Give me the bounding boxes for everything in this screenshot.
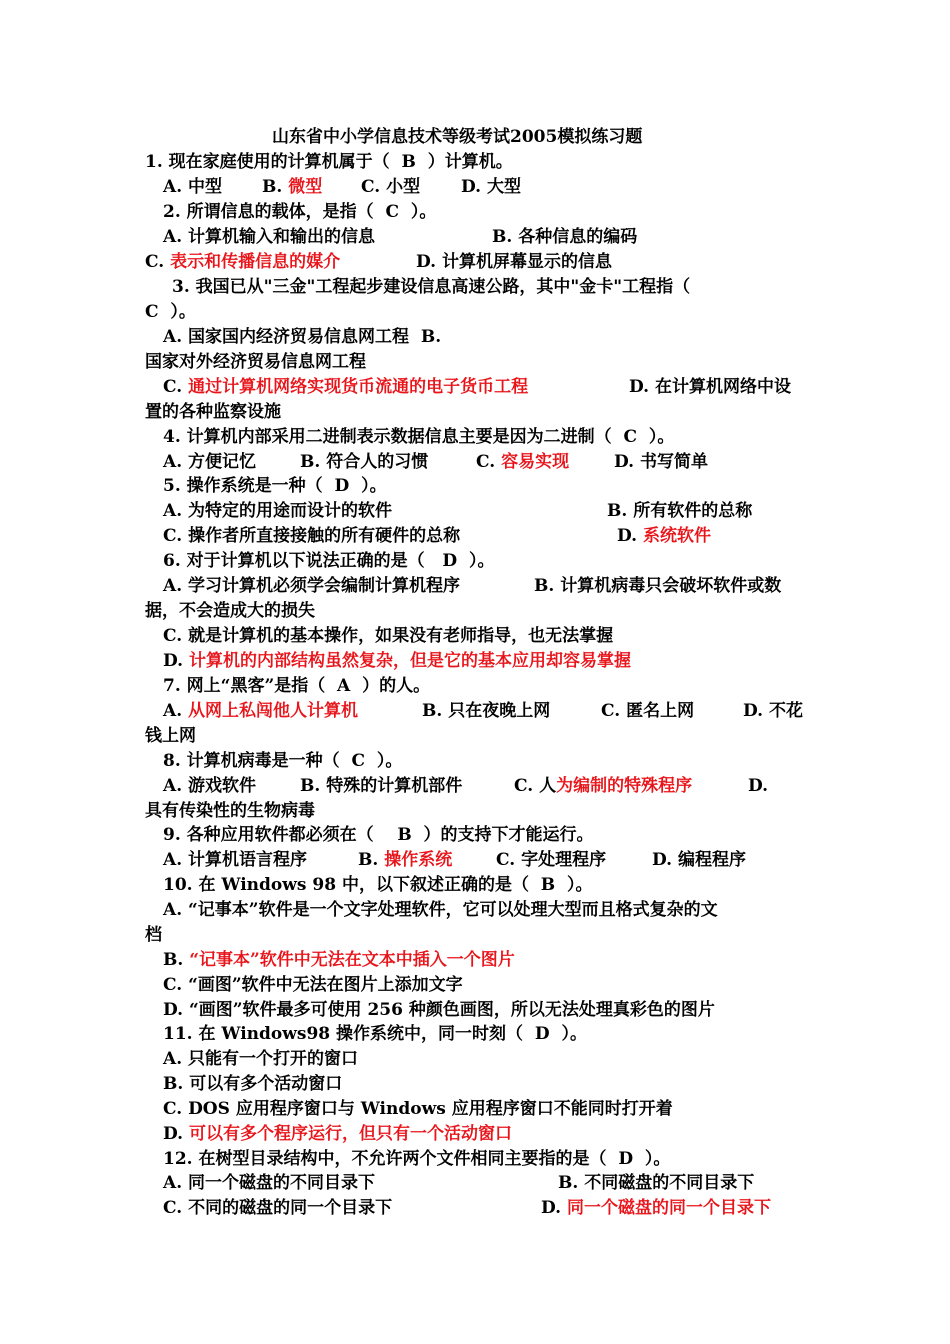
q10-option-a: A. “记事本”软件是一个文字处理软件，它可以处理大型而且格式复杂的文 (163, 900, 718, 920)
q11-option-b: B. 可以有多个活动窗口 (163, 1074, 343, 1094)
q10-stem: 10. 在 Windows 98 中，以下叙述正确的是（ B ）。 (163, 875, 593, 895)
q5-option-d: D. 系统软件 (617, 526, 711, 546)
q8-option-d: D. (748, 776, 769, 796)
q4-stem: 4. 计算机内部采用二进制表示数据信息主要是因为二进制（ C ）。 (163, 427, 675, 447)
q6-option-a: A. 学习计算机必须学会编制计算机程序 (163, 576, 461, 596)
q5-option-a: A. 为特定的用途而设计的软件 (163, 501, 393, 521)
q6-option-b-cont: 据，不会造成大的损失 (145, 601, 315, 621)
q7-option-b: B. 只在夜晚上网 (422, 701, 551, 721)
q10-option-c: C. “画图”软件中无法在图片上添加文字 (163, 975, 463, 995)
q1-option-a: A. 中型 (163, 177, 223, 197)
q1-option-c: C. 小型 (361, 177, 421, 197)
q12-option-b: B. 不同磁盘的不同目录下 (558, 1173, 755, 1193)
q2-option-c: C. 表示和传播信息的媒介 (145, 252, 341, 272)
q2-stem: 2. 所谓信息的载体，是指（ C ）。 (163, 202, 437, 222)
q6-option-d: D. 计算机的内部结构虽然复杂，但是它的基本应用却容易掌握 (163, 651, 631, 671)
q11-option-c: C. DOS 应用程序窗口与 Windows 应用程序窗口不能同时打开着 (163, 1099, 673, 1119)
q9-option-a: A. 计算机语言程序 (163, 850, 308, 870)
q7-option-d-cont: 钱上网 (145, 726, 196, 746)
q6-option-c: C. 就是计算机的基本操作，如果没有老师指导，也无法掌握 (163, 626, 614, 646)
q4-answer: 容易实现 (501, 452, 570, 472)
page-title: 山东省中小学信息技术等级考试2005模拟练习题 (272, 127, 643, 147)
q10-answer: “记事本”软件中无法在文本中插入一个图片 (189, 950, 515, 970)
q8-option-d-cont: 具有传染性的生物病毒 (145, 801, 315, 821)
q3-option-a: A. 国家国内经济贸易信息网工程 B. (163, 327, 442, 347)
q3-option-c: C. 通过计算机网络实现货币流通的电子货币工程 (163, 377, 529, 397)
q4-option-d: D. 书写简单 (614, 452, 708, 472)
q3-answer: 通过计算机网络实现货币流通的电子货币工程 (188, 377, 529, 397)
q7-option-c: C. 匿名上网 (601, 701, 695, 721)
q1-option-b: B. 微型 (262, 177, 323, 197)
q9-option-b: B. 操作系统 (358, 850, 453, 870)
q9-option-d: D. 编程程序 (652, 850, 746, 870)
q3-option-b: 国家对外经济贸易信息网工程 (145, 352, 366, 372)
q5-answer: 系统软件 (642, 526, 711, 546)
q7-option-d: D. 不花 (743, 701, 803, 721)
q8-option-c: C. 人为编制的特殊程序 (514, 776, 693, 796)
q1-option-d: D. 大型 (461, 177, 521, 197)
q8-option-b: B. 特殊的计算机部件 (300, 776, 463, 796)
q11-option-d: D. 可以有多个程序运行，但只有一个活动窗口 (163, 1124, 512, 1144)
q10-option-a-cont: 档 (145, 925, 162, 945)
q8-answer: 为编制的特殊程序 (556, 776, 693, 796)
q4-option-c: C. 容易实现 (476, 452, 570, 472)
q11-answer: 可以有多个程序运行，但只有一个活动窗口 (188, 1124, 512, 1144)
q3-stem-cont: C ）。 (145, 302, 196, 322)
q4-option-b: B. 符合人的习惯 (300, 452, 429, 472)
q8-stem: 8. 计算机病毒是一种（ C ）。 (163, 751, 403, 771)
q12-option-d: D. 同一个磁盘的同一个目录下 (541, 1198, 771, 1218)
q12-stem: 12. 在树型目录结构中，不允许两个文件相同主要指的是（ D ）。 (163, 1149, 671, 1169)
q2-answer: 表示和传播信息的媒介 (170, 252, 341, 272)
q2-option-d: D. 计算机屏幕显示的信息 (416, 252, 612, 272)
q12-answer: 同一个磁盘的同一个目录下 (566, 1198, 771, 1218)
q5-option-b: B. 所有软件的总称 (607, 501, 753, 521)
q7-answer: 从网上私闯他人计算机 (188, 701, 359, 721)
q9-stem: 9. 各种应用软件都必须在（ B ）的支持下才能运行。 (163, 825, 594, 845)
q3-option-d: D. 在计算机网络中设 (629, 377, 791, 397)
q12-option-c: C. 不同的磁盘的同一个目录下 (163, 1198, 393, 1218)
q4-option-a: A. 方便记忆 (163, 452, 257, 472)
q11-option-a: A. 只能有一个打开的窗口 (163, 1049, 359, 1069)
q10-option-d: D. “画图”软件最多可使用 256 种颜色画图，所以无法处理真彩色的图片 (163, 1000, 715, 1020)
q5-option-c: C. 操作者所直接接触的所有硬件的总称 (163, 526, 461, 546)
q6-option-b: B. 计算机病毒只会破坏软件或数 (534, 576, 782, 596)
q7-stem: 7. 网上“黑客”是指（ A ）的人。 (163, 676, 431, 696)
q1-stem: 1. 现在家庭使用的计算机属于（ B ）计算机。 (145, 152, 513, 172)
q9-option-c: C. 字处理程序 (496, 850, 607, 870)
q5-stem: 5. 操作系统是一种（ D ）。 (163, 476, 387, 496)
q11-stem: 11. 在 Windows98 操作系统中，同一时刻（ D ）。 (163, 1024, 587, 1044)
q10-option-b: B. “记事本”软件中无法在文本中插入一个图片 (163, 950, 515, 970)
q9-answer: 操作系统 (384, 850, 453, 870)
q7-option-a: A. 从网上私闯他人计算机 (163, 701, 359, 721)
q6-stem: 6. 对于计算机以下说法正确的是（ D ）。 (163, 551, 495, 571)
q1-answer: 微型 (288, 177, 323, 197)
q8-option-a: A. 游戏软件 (163, 776, 257, 796)
q3-stem: 3. 我国已从"三金"工程起步建设信息高速公路，其中"金卡"工程指（ (172, 277, 691, 297)
q6-answer: 计算机的内部结构虽然复杂，但是它的基本应用却容易掌握 (188, 651, 631, 671)
q2-option-a: A. 计算机输入和输出的信息 (163, 227, 376, 247)
q3-option-d-cont: 置的各种监察设施 (145, 402, 281, 422)
q12-option-a: A. 同一个磁盘的不同目录下 (163, 1173, 376, 1193)
q2-option-b: B. 各种信息的编码 (492, 227, 638, 247)
